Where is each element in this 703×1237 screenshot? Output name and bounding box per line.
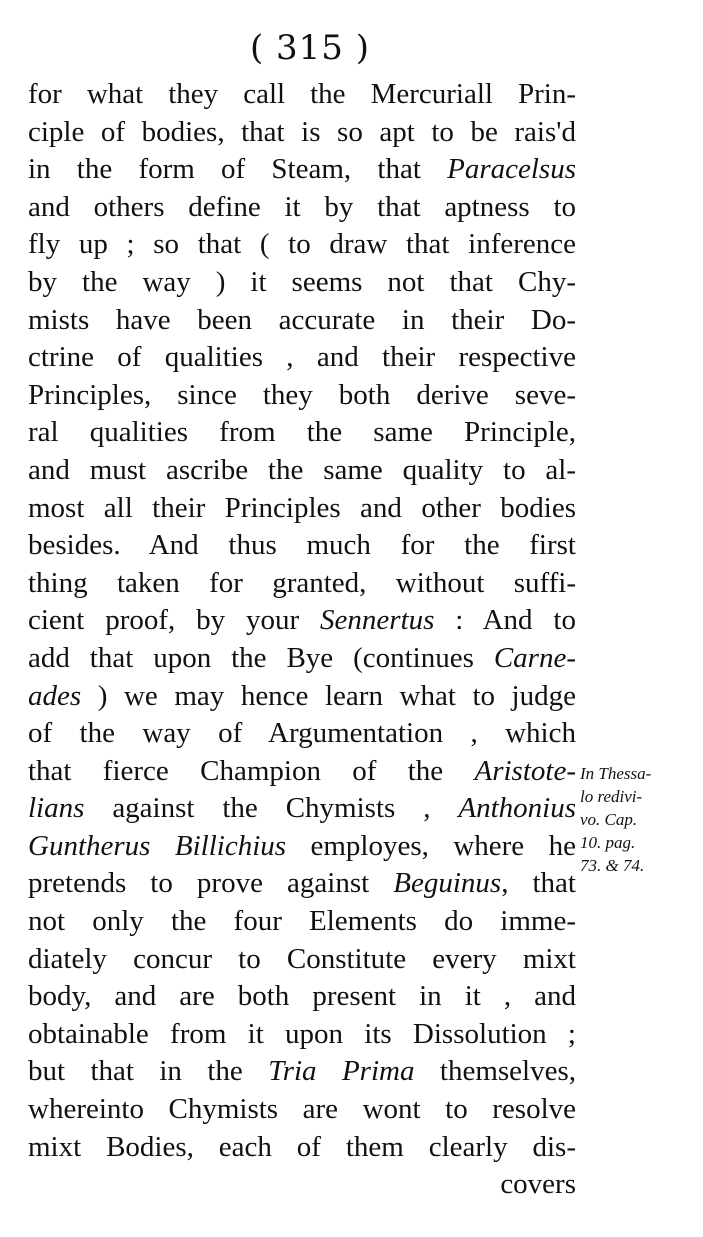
text-line — [28, 76, 576, 114]
text-line — [28, 527, 576, 565]
text-run: besides. And thus much for the first — [28, 529, 576, 562]
text-run: , that — [501, 867, 576, 900]
text-run: diately concur to Constitute every mixt — [28, 942, 576, 975]
text-line — [28, 151, 576, 189]
text-run: ral qualities from the same Principle, — [28, 416, 576, 449]
text-line — [28, 1129, 576, 1167]
text-run: whereinto Chymists are wont to resolve — [28, 1093, 576, 1126]
text-run: obtainable from it upon its Dissolution ; — [28, 1017, 576, 1050]
marginal-note-line: lo redivi- — [580, 787, 643, 806]
text-line — [28, 490, 576, 528]
italic-text: Beguinus — [393, 867, 502, 900]
text-line — [28, 1053, 576, 1091]
text-line — [28, 602, 576, 640]
text-line — [28, 865, 576, 903]
marginal-note-line: In Thessa- — [580, 764, 652, 783]
text-line — [28, 264, 576, 302]
page-number: ( 315 ) — [249, 28, 371, 68]
marginal-note — [580, 762, 690, 877]
italic-text: Tria Prima — [268, 1055, 415, 1088]
text-line — [28, 339, 576, 377]
italic-text: Anthonius — [458, 792, 576, 825]
text-line — [28, 226, 576, 264]
text-run: mists have been accurate in their Do- — [28, 303, 576, 336]
text-run: pretends to prove against — [28, 867, 394, 900]
italic-text: ades — [28, 679, 82, 712]
text-run: body, and are both present in it , and — [28, 980, 576, 1013]
text-run: cient proof, by your — [28, 604, 321, 637]
text-run: against the Chymists , — [84, 792, 459, 825]
text-run: and others define it by that aptness to — [28, 190, 576, 223]
text-run: Principles, since they both derive seve- — [28, 378, 576, 411]
text-line — [28, 1166, 576, 1204]
text-line — [28, 978, 576, 1016]
text-run: ctrine of qualities , and their respective — [28, 341, 576, 374]
text-run: employes, where he — [286, 829, 576, 862]
text-run: most all their Principles and other bodies — [28, 491, 576, 524]
text-run: add that upon the Bye (continues — [28, 641, 494, 674]
text-line — [28, 715, 576, 753]
italic-text: Sennertus — [320, 604, 435, 637]
text-line — [28, 1016, 576, 1054]
text-line — [28, 640, 576, 678]
text-run: for what they call the Mercuriall Prin- — [28, 78, 576, 110]
text-run: : And to — [434, 604, 576, 637]
text-run: but that in the — [28, 1055, 269, 1088]
text-line — [28, 452, 576, 490]
italic-text: lians — [28, 792, 85, 825]
text-run: fly up ; so that ( to draw that inference — [28, 228, 576, 261]
text-run: of the way of Argumentation , which — [28, 717, 576, 750]
text-line — [28, 678, 576, 716]
italic-text: Aristote- — [474, 754, 576, 787]
text-run: ciple of bodies, that is so apt to be rais'd — [28, 115, 576, 148]
text-line — [28, 302, 576, 340]
text-run: ) we may hence learn what to judge — [81, 679, 576, 712]
text-run: themselves, — [414, 1055, 577, 1088]
italic-text: Guntherus Billichius — [28, 829, 287, 862]
text-line — [28, 189, 576, 227]
body-text — [28, 76, 576, 1204]
text-run: thing taken for granted, without suffi- — [28, 566, 576, 599]
text-line — [28, 1091, 576, 1129]
text-line — [28, 565, 576, 603]
text-run: that fierce Champion of the — [28, 754, 475, 787]
marginal-note-line: 10. pag. — [580, 833, 636, 852]
text-line — [28, 414, 576, 452]
text-run: mixt Bodies, each of them clearly dis- — [28, 1130, 576, 1163]
text-run: in the form of Steam, that — [28, 153, 448, 186]
text-line — [28, 828, 576, 866]
marginal-note-line: 73. & 74. — [580, 856, 645, 875]
italic-text: Paracelsus — [447, 153, 576, 186]
text-line — [28, 790, 576, 828]
text-run: not only the four Elements do imme- — [28, 905, 576, 938]
text-run: and must ascribe the same quality to al- — [28, 453, 576, 486]
text-line — [28, 941, 576, 979]
text-line — [28, 753, 576, 791]
text-line — [28, 114, 576, 152]
text-run: covers — [500, 1168, 576, 1201]
text-line — [28, 377, 576, 415]
marginal-note-line: vo. Cap. — [580, 810, 638, 829]
text-run: by the way ) it seems not that Chy- — [28, 265, 576, 298]
text-line — [28, 903, 576, 941]
italic-text: Carne- — [493, 641, 576, 674]
